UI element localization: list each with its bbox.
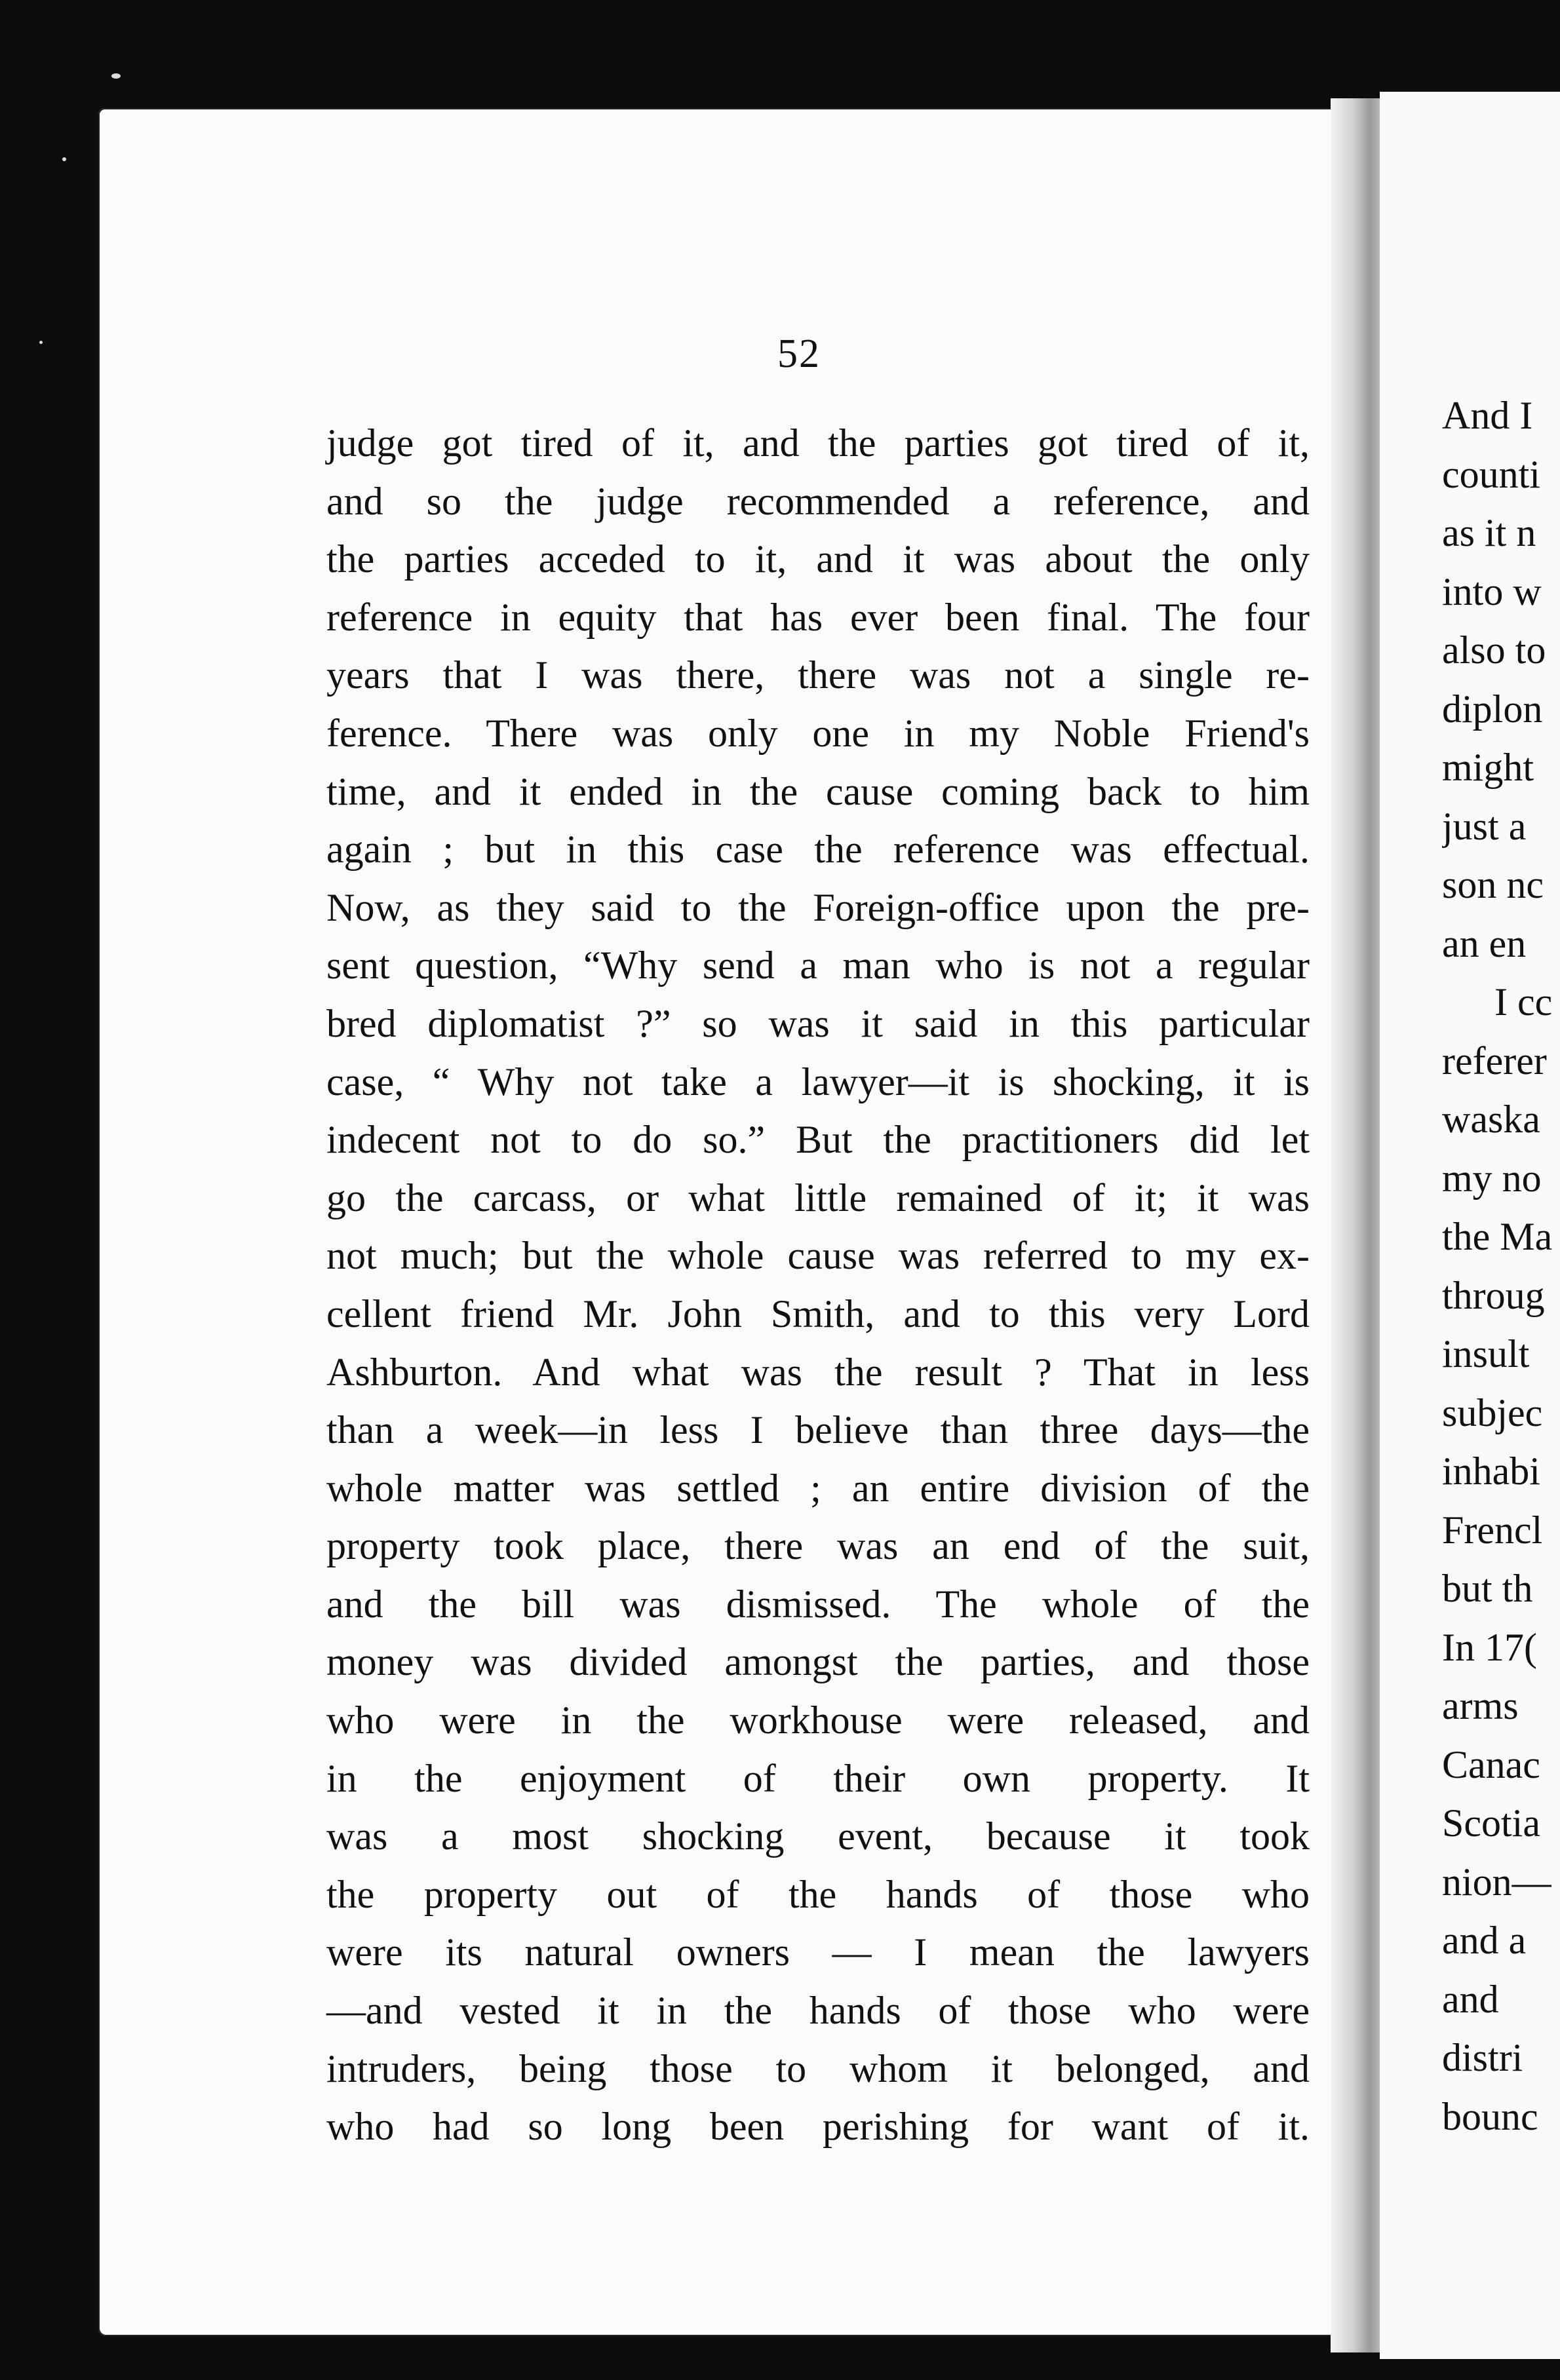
text-line: judge got tired of it, and the parties got tired of it, (326, 421, 1310, 465)
text-line: time, and it ended in the cause coming back to him (326, 769, 1310, 813)
text-line: —and vested it in the hands of those who were (326, 1989, 1310, 2033)
text-line: than a week—in less I believe than three days—the (326, 1408, 1310, 1452)
text-fragment: I cc (1494, 980, 1553, 1024)
text-line: the property out of the hands of those who (326, 1872, 1310, 1916)
text-line: go the carcass, or what little remained of it; it was (326, 1176, 1310, 1219)
text-fragment: and a (1442, 1919, 1527, 1962)
scan-speck (111, 73, 121, 79)
text-line: again ; but in this case the reference was effectual. (326, 828, 1310, 872)
text-line: intruders, being those to whom it belonged, and (326, 2046, 1310, 2090)
text-fragment: as it n (1442, 511, 1536, 554)
page-number: 52 (777, 332, 821, 376)
text-fragment: Canac (1442, 1742, 1540, 1786)
text-fragment: And I (1442, 394, 1533, 437)
text-fragment: but th (1442, 1567, 1533, 1610)
text-line: whole matter was settled ; an entire division of the (326, 1466, 1310, 1510)
text-fragment: might (1442, 746, 1534, 789)
text-line: years that I was there, there was not a single re- (326, 653, 1310, 697)
text-fragment: subjec (1442, 1391, 1543, 1434)
text-fragment: son nc (1442, 863, 1544, 906)
text-line: property took place, there was an end of the suit, (326, 1524, 1310, 1568)
text-line: Ashburton. And what was the result ? That in less (326, 1350, 1310, 1394)
text-line: ference. There was only one in my Noble Friend's (326, 711, 1310, 755)
text-fragment: waska (1442, 1098, 1540, 1141)
text-fragment: nion— (1442, 1860, 1551, 1904)
text-line: was a most shocking event, because it took (326, 1814, 1310, 1858)
text-line: bred diplomatist ?” so was it said in this particular (326, 1001, 1310, 1045)
text-line: in the enjoyment of their own property. It (326, 1756, 1310, 1800)
text-line: case, “ Why not take a lawyer—it is shocking, it is (326, 1060, 1310, 1104)
text-line: who had so long been perishing for want of it. (326, 2105, 1310, 2149)
text-line: and so the judge recommended a reference, and (326, 479, 1310, 523)
text-fragment: and (1442, 1977, 1499, 2021)
text-fragment: insult (1442, 1332, 1530, 1375)
scan-speck (39, 341, 43, 344)
text-fragment: into w (1442, 569, 1542, 613)
text-line: money was divided amongst the parties, and those (326, 1640, 1310, 1684)
text-line: were its natural owners — I mean the lawyers (326, 1930, 1310, 1974)
text-line: and the bill was dismissed. The whole of the (326, 1582, 1310, 1626)
text-line: not much; but the whole cause was referred to my ex- (326, 1234, 1310, 1278)
text-fragment: diplon (1442, 687, 1543, 731)
text-fragment: also to (1442, 628, 1546, 672)
text-line: who were in the workhouse were released, and (326, 1699, 1310, 1742)
text-fragment: In 17( (1442, 1625, 1537, 1669)
text-fragment: the Ma (1442, 1215, 1553, 1258)
left-page-body-text (326, 414, 1310, 2156)
text-fragment: arms (1442, 1684, 1519, 1727)
text-fragment: an en (1442, 921, 1527, 965)
text-fragment: inhabi (1442, 1449, 1540, 1493)
text-fragment: counti (1442, 452, 1540, 496)
text-fragment: throug (1442, 1273, 1545, 1317)
text-line: sent question, “Why send a man who is not a regular (326, 944, 1310, 988)
text-line: reference in equity that has ever been final. The four (326, 595, 1310, 639)
right-page-cropped-text (1442, 387, 1560, 2146)
text-fragment: just a (1442, 804, 1527, 848)
text-fragment: referer (1442, 1039, 1547, 1083)
text-line: the parties acceded to it, and it was about the only (326, 537, 1310, 581)
text-fragment: my no (1442, 1156, 1542, 1200)
text-fragment: Frencl (1442, 1508, 1543, 1552)
text-line: cellent friend Mr. John Smith, and to this very Lord (326, 1292, 1310, 1335)
scan-speck (62, 157, 66, 161)
text-line: indecent not to do so.” But the practitioners did let (326, 1118, 1310, 1162)
text-fragment: distri (1442, 2036, 1523, 2079)
text-fragment: bounc (1442, 2094, 1538, 2138)
text-line: Now, as they said to the Foreign-office upon the pre- (326, 885, 1310, 929)
text-fragment: Scotia (1442, 1801, 1540, 1845)
